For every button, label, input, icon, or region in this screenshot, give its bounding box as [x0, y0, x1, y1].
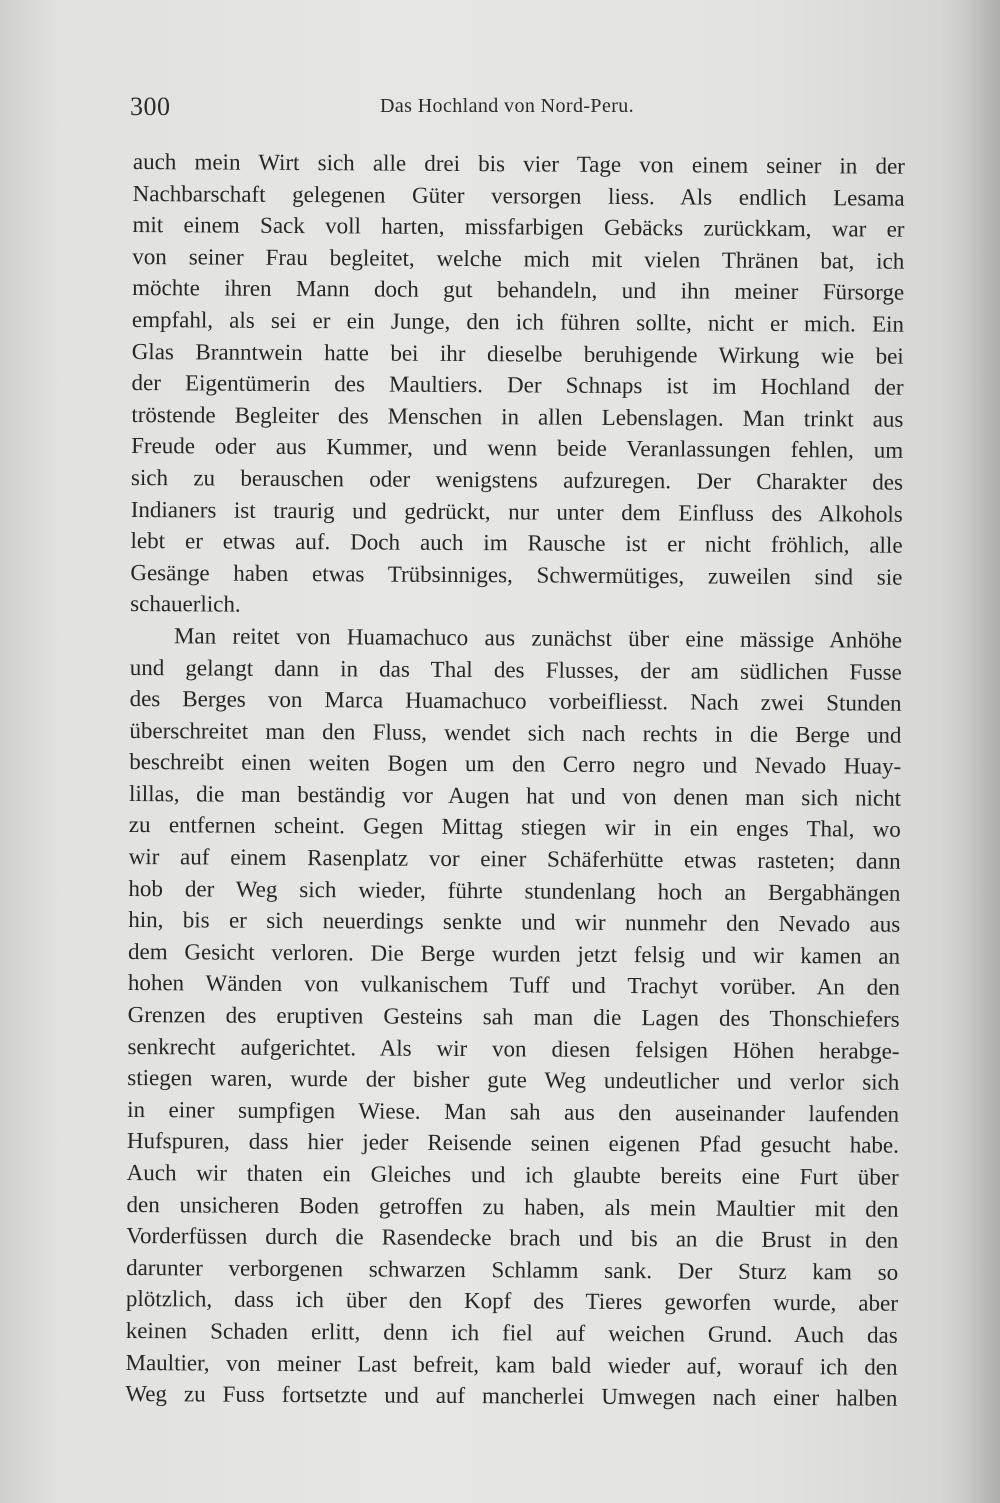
- text-line: auch mein Wirt sich alle drei bis vier Tage von einem seiner in der: [132, 148, 905, 179]
- text-line: Gesänge haben etwas Trübsinniges, Schwermütiges, zuweilen sind sie: [130, 559, 903, 590]
- text-line: hohen Wänden von vulkanischem Tuff und Trachyt vorüber. An den: [127, 970, 900, 1001]
- text-line: des Berges von Marca Huamachuco vorbeifliesst. Nach zwei Stunden: [129, 686, 902, 716]
- text-line: mit einem Sack voll harten, missfarbigen Gebäcks zurückkam, war er: [132, 212, 905, 242]
- text-line: zu entfernen scheint. Gegen Mittag stiegen wir in ein enges Thal, wo: [128, 812, 901, 843]
- text-line: hin, bis er sich neuerdings senkte und wir nunmehr den Nevado aus: [128, 907, 901, 937]
- text-line: sich zu berauschen oder wenigstens aufzuregen. Der Charakter des: [130, 464, 904, 495]
- page-number: 300: [130, 92, 171, 121]
- text-line: Maultier, von meiner Last befreit, kam bald wieder auf, worauf ich den: [125, 1349, 898, 1380]
- paragraph: [130, 146, 905, 625]
- text-line: überschreitet man den Fluss, wendet sich nach rechts in die Berge und: [129, 717, 902, 748]
- text-line: und gelangt dann in das Thal des Flusses, der am südlichen Fusse: [129, 654, 902, 685]
- text-line: hob der Weg sich wieder, führte stundenlang hoch an Bergabhängen: [128, 875, 901, 906]
- text-line: Glas Branntwein hatte bei ihr dieselbe beruhigende Wirkung wie bei: [131, 338, 904, 369]
- text-line: Hufspuren, dass hier jeder Reisende seinen eigenen Pfad gesucht habe.: [126, 1128, 899, 1159]
- text-line: senkrecht aufgerichtet. Als wir von diesen felsigen Höhen herabge-: [127, 1033, 900, 1064]
- text-line: Man reitet von Huamachuco aus zunächst über eine mässige Anhöhe: [173, 623, 903, 653]
- text-line: Nachbarschaft gelegenen Güter versorgen liess. Als endlich Lesama: [132, 180, 905, 211]
- text-line: wir auf einem Rasenplatz vor einer Schäferhütte etwas rasteten; dann: [128, 844, 901, 874]
- text-line: den unsicheren Boden getroffen zu haben, als mein Maultier mit den: [126, 1191, 899, 1222]
- text-line: lillas, die man beständig vor Augen hat und von denen man sich nicht: [128, 780, 902, 811]
- text-line: empfahl, als sei er ein Junge, den ich führen sollte, nicht er mich. Ein: [131, 306, 905, 337]
- text-line: der Eigentümerin des Maultiers. Der Schnaps ist im Hochland der: [131, 370, 904, 400]
- text-line: plötzlich, dass ich über den Kopf des Tieres geworfen wurde, aber: [125, 1286, 899, 1317]
- text-line: keinen Schaden erlitt, denn ich fiel auf weichen Grund. Auch das: [125, 1317, 898, 1348]
- text-line: von seiner Frau begleitet, welche mich mit vielen Thränen bat, ich: [132, 243, 905, 274]
- text-line: Weg zu Fuss fortsetzte und auf mancherlei Umwegen nach einer halben: [125, 1381, 898, 1411]
- text-line: Vorderfüssen durch die Rasendecke brach und bis an die Brust in den: [126, 1223, 899, 1253]
- text-line: möchte ihren Mann doch gut behandeln, und ihn meiner Fürsorge: [132, 275, 905, 306]
- text-line: tröstende Begleiter des Menschen in allen Lebenslagen. Man trinkt aus: [131, 401, 904, 432]
- text-line: schauerlich.: [130, 591, 241, 617]
- text-line: Auch wir thaten ein Gleiches und ich glaubte bereits eine Furt über: [126, 1159, 899, 1190]
- body-text: [125, 146, 905, 1414]
- text-line: dem Gesicht verloren. Die Berge wurden jetzt felsig und wir kamen an: [128, 938, 901, 969]
- paragraph: [125, 620, 902, 1415]
- text-line: stiegen waren, wurde der bisher gute Weg undeutlicher und verlor sich: [127, 1065, 900, 1095]
- text-line: Freude oder aus Kummer, und wenn beide Veranlassungen fehlen, um: [131, 433, 904, 464]
- running-head: [130, 92, 910, 122]
- text-line: beschreibt einen weiten Bogen um den Cerro negro und Nevado Huay-: [129, 749, 902, 779]
- text-line: in einer sumpfigen Wiese. Man sah aus den auseinander laufenden: [127, 1096, 900, 1127]
- text-line: Grenzen des eruptiven Gesteins sah man die Lagen des Thonschiefers: [127, 1002, 900, 1032]
- running-title: Das Hochland von Nord-Peru.: [380, 95, 635, 117]
- text-line: Indianers ist traurig und gedrückt, nur unter dem Einfluss des Alkohols: [130, 496, 903, 527]
- text-line: darunter verborgenen schwarzen Schlamm sank. Der Sturz kam so: [126, 1254, 899, 1285]
- text-line: lebt er etwas auf. Doch auch im Rausche ist er nicht fröhlich, alle: [130, 528, 903, 558]
